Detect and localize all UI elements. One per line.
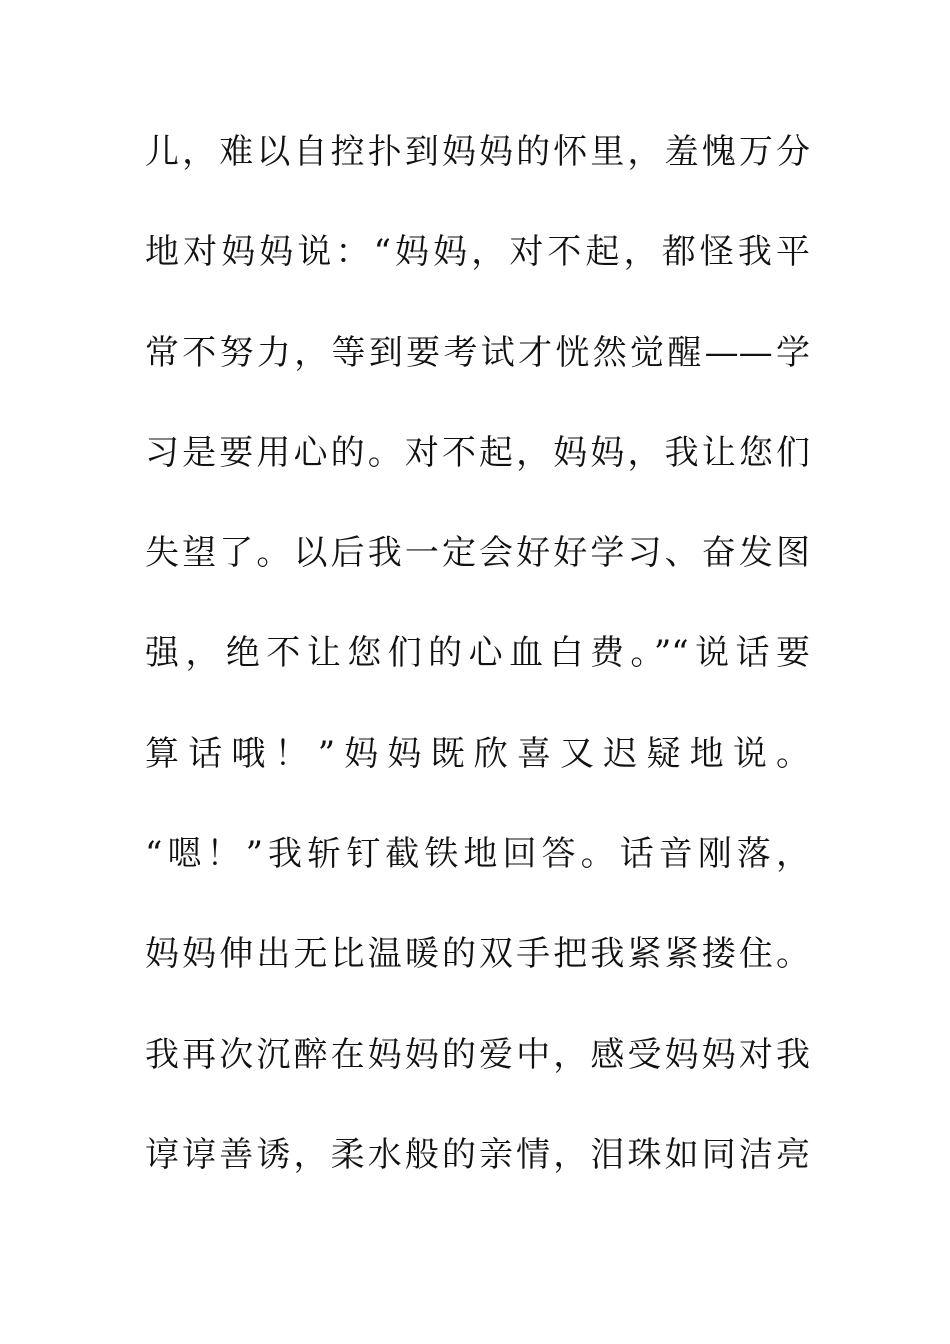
text-line: 失望了。以后我一定会好好学习、奋发图 bbox=[145, 533, 810, 574]
text-line: 妈妈伸出无比温暖的双手把我紧紧搂住。 bbox=[145, 934, 810, 975]
text-line: 我再次沉醉在妈妈的爱中，感受妈妈对我 bbox=[145, 1034, 810, 1075]
text-line: 强，绝不让您们的心血白费。”“说话要 bbox=[145, 633, 810, 674]
text-line: 儿，难以自控扑到妈妈的怀里，羞愧万分 bbox=[145, 132, 810, 172]
text-line: 谆谆善诱，柔水般的亲情，泪珠如同洁亮 bbox=[145, 1134, 810, 1175]
text-line: 习是要用心的。对不起，妈妈，我让您们 bbox=[145, 432, 810, 473]
text-line: 算话哦！”妈妈既欣喜又迟疑地说。 bbox=[145, 733, 810, 774]
text-line: “嗯！”我斩钉截铁地回答。话音刚落， bbox=[145, 834, 810, 875]
text-line: 地对妈妈说：“妈妈，对不起，都怪我平 bbox=[145, 232, 810, 273]
body-text bbox=[145, 127, 810, 1230]
text-line: 常不努力，等到要考试才恍然觉醒——学 bbox=[145, 332, 810, 373]
